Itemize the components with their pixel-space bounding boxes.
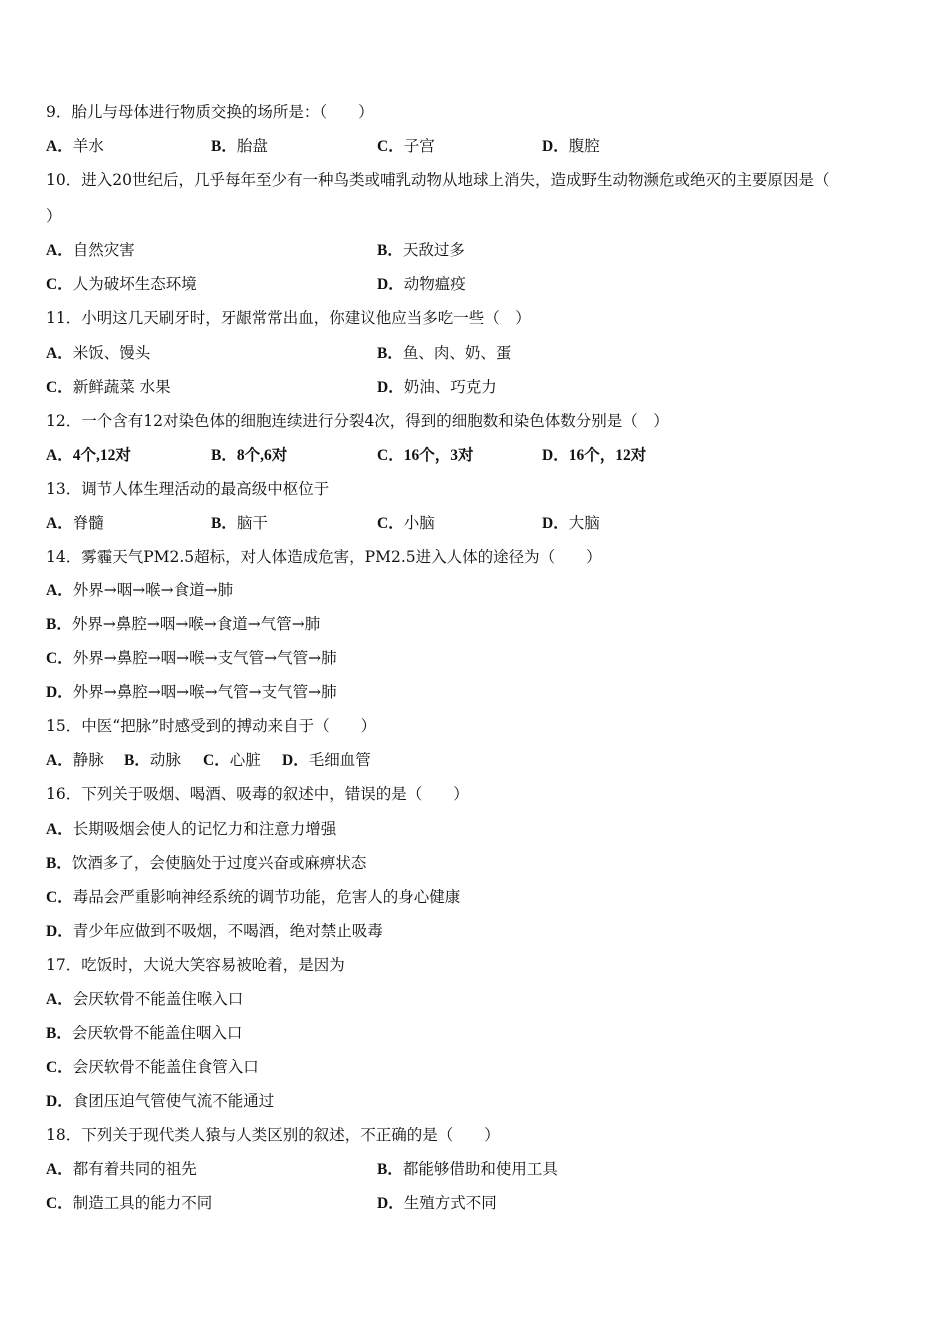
option-label: D． [377, 1195, 404, 1212]
option-text: 毛细血管 [308, 751, 371, 769]
question-14-stem: 14．雾霾天气PM2.5超标，对人体造成危害，PM2.5进入人体的途径为（ ） [46, 548, 602, 566]
option-label: C． [377, 138, 404, 155]
q14-option-b [46, 614, 320, 635]
option-label: D． [46, 1093, 73, 1110]
q17-option-d [46, 1091, 274, 1112]
question-12-stem: 12．一个含有12对染色体的细胞连续进行分裂4次，得到的细胞数和染色体数分别是（ ） [46, 412, 669, 430]
question-10-stem-continued: ） [46, 207, 62, 225]
q11-option-c [46, 377, 171, 398]
q9-option-a [46, 136, 104, 157]
option-text: 脑干 [236, 514, 268, 532]
option-label: A． [46, 821, 73, 838]
option-label: D． [542, 138, 569, 155]
option-text: 16个，12对 [568, 447, 647, 464]
option-label: A． [46, 345, 73, 362]
q16-option-c [46, 887, 460, 908]
option-label: C． [46, 379, 73, 396]
option-text: 心脏 [229, 751, 261, 769]
option-text: 生殖方式不同 [403, 1194, 497, 1212]
option-text: 8个,6对 [236, 447, 288, 464]
option-label: C． [377, 447, 404, 464]
option-label: C． [46, 650, 73, 667]
q16-option-b [46, 853, 366, 874]
question-9-stem: 9．胎儿与母体进行物质交换的场所是：（ ） [46, 103, 374, 121]
q13-option-d [542, 513, 600, 534]
option-label: B． [377, 345, 403, 362]
option-label: B． [211, 515, 237, 532]
q13-option-c [377, 513, 435, 534]
q14-option-a [46, 580, 233, 601]
option-label: D． [46, 923, 73, 940]
option-text: 4个,12对 [72, 447, 131, 464]
q11-option-d [377, 377, 497, 398]
q13-option-a [46, 513, 104, 534]
q14-option-c [46, 648, 337, 669]
option-text: 米饭、馒头 [72, 344, 151, 362]
option-label: B． [211, 138, 237, 155]
option-text: 外界→鼻腔→咽→喉→支气管→气管→肺 [72, 649, 337, 667]
option-text: 大脑 [568, 514, 600, 532]
option-label: B． [46, 616, 72, 633]
q17-option-b [46, 1023, 242, 1044]
q12-option-d [542, 445, 646, 466]
option-label: D． [542, 515, 569, 532]
option-label: D． [377, 379, 404, 396]
option-label: A． [46, 447, 73, 464]
q10-option-d [377, 274, 466, 295]
q15-option-a [46, 750, 104, 771]
option-text: 天敌过多 [402, 241, 465, 259]
q11-option-b [377, 343, 511, 364]
option-text: 外界→咽→喉→食道→肺 [72, 581, 234, 599]
option-text: 饮酒多了，会使脑处于过度兴奋或麻痹状态 [71, 854, 367, 872]
option-label: B． [46, 1025, 72, 1042]
option-text: 胎盘 [236, 137, 268, 155]
q18-option-b [377, 1159, 558, 1180]
option-label: C． [377, 515, 404, 532]
q15-option-d [282, 750, 371, 771]
option-label: A． [46, 752, 73, 769]
option-label: A． [46, 138, 73, 155]
question-11-stem: 11．小明这几天刷牙时，牙龈常常出血，你建议他应当多吃一些（ ） [46, 309, 531, 327]
option-text: 制造工具的能力不同 [72, 1194, 213, 1212]
option-label: C． [46, 1059, 73, 1076]
option-text: 动脉 [149, 751, 181, 769]
option-text: 羊水 [72, 137, 104, 155]
option-text: 毒品会严重影响神经系统的调节功能，危害人的身心健康 [72, 888, 461, 906]
option-text: 外界→鼻腔→咽→喉→气管→支气管→肺 [72, 683, 337, 701]
q15-option-b [124, 750, 181, 771]
option-text: 奶油、巧克力 [403, 378, 497, 396]
option-label: A． [46, 242, 73, 259]
option-label: B． [124, 752, 150, 769]
option-text: 自然灾害 [72, 241, 135, 259]
option-text: 都能够借助和使用工具 [402, 1160, 558, 1178]
option-text: 都有着共同的祖先 [72, 1160, 197, 1178]
q11-option-a [46, 343, 150, 364]
option-label: D． [542, 447, 569, 464]
q12-option-a [46, 445, 131, 466]
question-15-stem: 15．中医“把脉”时感受到的搏动来自于（ ） [46, 717, 377, 735]
option-label: B． [211, 447, 237, 464]
option-text: 会厌软骨不能盖住食管入口 [72, 1058, 259, 1076]
option-label: C． [46, 1195, 73, 1212]
q9-option-b [211, 136, 268, 157]
option-label: C． [203, 752, 230, 769]
option-label: D． [282, 752, 309, 769]
option-text: 动物瘟疫 [403, 275, 466, 293]
option-label: A． [46, 1161, 73, 1178]
option-text: 外界→鼻腔→咽→喉→食道→气管→肺 [71, 615, 321, 633]
q16-option-d [46, 921, 383, 942]
q17-option-a [46, 989, 243, 1010]
q12-option-c [377, 445, 473, 466]
option-label: A． [46, 515, 73, 532]
option-label: C． [46, 276, 73, 293]
option-label: B． [377, 242, 403, 259]
option-text: 食团压迫气管使气流不能通过 [72, 1092, 275, 1110]
q9-option-c [377, 136, 435, 157]
option-text: 小脑 [403, 514, 435, 532]
option-label: A． [46, 991, 73, 1008]
option-text: 人为破坏生态环境 [72, 275, 197, 293]
option-label: D． [46, 684, 73, 701]
option-label: D． [377, 276, 404, 293]
q14-option-d [46, 682, 337, 703]
option-text: 会厌软骨不能盖住咽入口 [71, 1024, 243, 1042]
q18-option-c [46, 1193, 212, 1214]
q13-option-b [211, 513, 268, 534]
q18-option-d [377, 1193, 497, 1214]
q12-option-b [211, 445, 287, 466]
q10-option-b [377, 240, 465, 261]
q9-option-d [542, 136, 600, 157]
option-label: B． [46, 855, 72, 872]
q15-option-c [203, 750, 261, 771]
option-text: 静脉 [72, 751, 104, 769]
option-text: 腹腔 [568, 137, 600, 155]
option-text: 16个，3对 [403, 447, 474, 464]
option-text: 青少年应做到不吸烟，不喝酒，绝对禁止吸毒 [72, 922, 383, 940]
q16-option-a [46, 819, 336, 840]
question-13-stem: 13．调节人体生理活动的最高级中枢位于 [46, 480, 330, 498]
question-18-stem: 18．下列关于现代类人猿与人类区别的叙述，不正确的是（ ） [46, 1126, 500, 1144]
option-text: 长期吸烟会使人的记忆力和注意力增强 [72, 820, 337, 838]
question-17-stem: 17．吃饭时，大说大笑容易被呛着，是因为 [46, 956, 345, 974]
q17-option-c [46, 1057, 259, 1078]
option-label: B． [377, 1161, 403, 1178]
q18-option-a [46, 1159, 197, 1180]
option-text: 子宫 [403, 137, 435, 155]
question-10-stem: 10．进入20世纪后，几乎每年至少有一种鸟类或哺乳动物从地球上消失，造成野生动物濒危或绝灭的主要原因是（ [46, 171, 830, 189]
option-label: C． [46, 889, 73, 906]
option-text: 会厌软骨不能盖住喉入口 [72, 990, 244, 1008]
option-text: 鱼、肉、奶、蛋 [402, 344, 512, 362]
option-text: 脊髓 [72, 514, 104, 532]
question-16-stem: 16．下列关于吸烟、喝酒、吸毒的叙述中，错误的是（ ） [46, 785, 469, 803]
q10-option-a [46, 240, 135, 261]
option-text: 新鲜蔬菜 水果 [72, 378, 171, 396]
q10-option-c [46, 274, 197, 295]
option-label: A． [46, 582, 73, 599]
